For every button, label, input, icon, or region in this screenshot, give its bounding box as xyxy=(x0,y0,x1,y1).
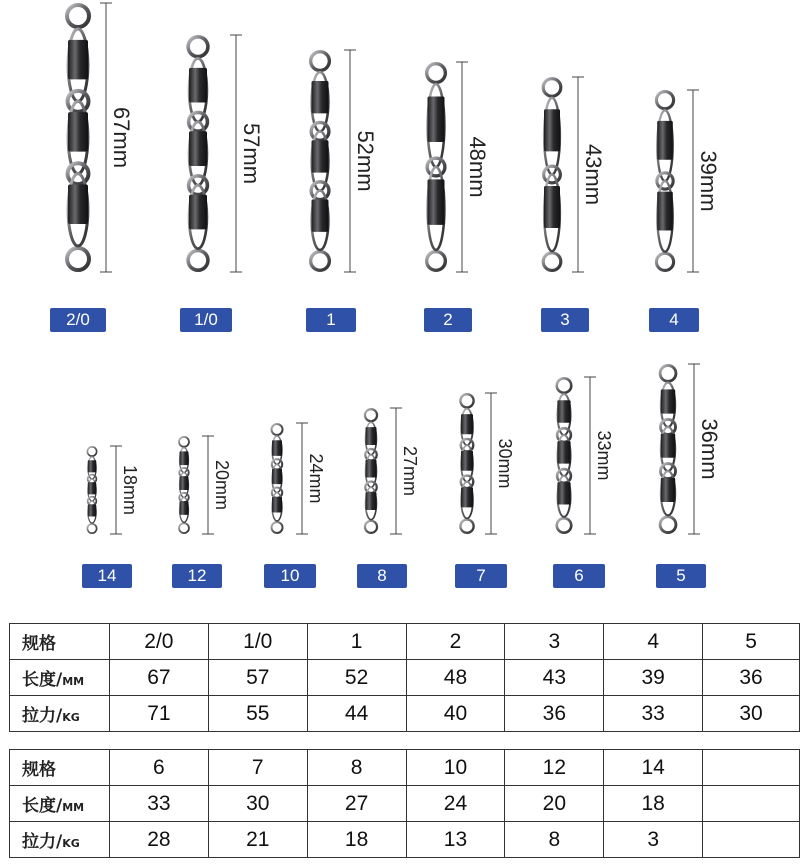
table-cell: 36 xyxy=(703,660,800,696)
swivel-barrel xyxy=(366,492,377,510)
table-cell: 1 xyxy=(307,624,406,660)
table-row xyxy=(10,660,800,696)
table-cell: 8 xyxy=(307,750,406,786)
length-label: 43mm xyxy=(581,143,606,206)
swivel xyxy=(660,365,676,532)
size-badge: 4 xyxy=(649,308,699,332)
swivel xyxy=(179,437,189,533)
swivel-ring xyxy=(557,518,572,533)
size-badge: 5 xyxy=(656,564,706,588)
table-cell: 33 xyxy=(604,696,703,732)
swivel-barrel xyxy=(180,501,189,515)
table-cell: 71 xyxy=(109,696,208,732)
swivel-ring xyxy=(179,437,189,447)
swivel-barrel xyxy=(657,121,673,160)
table-cell: 30 xyxy=(703,696,800,732)
length-label: 39mm xyxy=(696,150,721,212)
size-badge: 2/0 xyxy=(50,308,106,332)
swivel-ring xyxy=(67,5,89,27)
swivel-barrel xyxy=(180,476,189,490)
swivel-ring xyxy=(188,37,208,57)
size-badge: 14 xyxy=(82,564,132,588)
size-badge: 12 xyxy=(172,564,222,588)
length-label: 18mm xyxy=(120,464,140,516)
table-cell: 8 xyxy=(505,822,604,858)
swivel-ring xyxy=(460,520,473,533)
swivel-ring xyxy=(188,250,208,270)
swivel-barrel xyxy=(366,427,377,445)
length-label: 20mm xyxy=(212,459,232,511)
swivel-ring xyxy=(427,64,446,83)
table-cell: 18 xyxy=(604,786,703,822)
swivel-barrel xyxy=(88,460,96,472)
swivel-barrel xyxy=(366,460,377,478)
swivel-barrel xyxy=(68,185,88,224)
swivel-barrel xyxy=(461,451,473,471)
swivel-ring xyxy=(543,79,561,97)
size-badge: 1/0 xyxy=(180,308,232,332)
table-cell: 67 xyxy=(109,660,208,696)
length-label: 57mm xyxy=(239,122,264,185)
length-label: 24mm xyxy=(306,453,326,504)
length-label: 48mm xyxy=(465,136,490,198)
size-badge: 8 xyxy=(357,564,407,588)
row-label-spec: 规格 xyxy=(10,750,110,786)
swivel-ring xyxy=(557,378,572,393)
swivel-barrel xyxy=(189,131,207,166)
swivel-barrel xyxy=(180,451,189,465)
table-cell: 2 xyxy=(406,624,505,660)
swivel-barrel xyxy=(189,195,207,230)
row-label-strength: 拉力/KG xyxy=(10,822,110,858)
table-row xyxy=(10,696,800,732)
swivel-barrel xyxy=(312,200,329,232)
swivel-ring xyxy=(660,365,676,381)
swivel-ring xyxy=(311,52,330,71)
swivel-barrel xyxy=(544,186,560,228)
table-cell: 5 xyxy=(703,624,800,660)
table-cell: 40 xyxy=(406,696,505,732)
swivel-barrel xyxy=(461,414,473,434)
table-cell: 14 xyxy=(604,750,703,786)
table-row xyxy=(10,822,800,858)
row-label-length: 长度/MM xyxy=(10,786,110,822)
table-cell: 3 xyxy=(604,822,703,858)
table-cell: 44 xyxy=(307,696,406,732)
swivel xyxy=(87,447,96,533)
row-label-length: 长度/MM xyxy=(10,660,110,696)
swivel-ring xyxy=(543,253,561,271)
table-cell: 33 xyxy=(109,786,208,822)
swivel xyxy=(188,37,208,270)
swivel-ring xyxy=(660,517,676,533)
size-badge: 10 xyxy=(264,564,316,588)
length-label: 67mm xyxy=(109,106,134,169)
swivel-ring xyxy=(87,524,96,533)
swivel-barrel xyxy=(544,109,560,151)
swivel-barrel xyxy=(461,487,473,507)
swivel-barrel xyxy=(557,441,570,463)
length-label: 27mm xyxy=(400,445,420,497)
swivel xyxy=(656,92,673,271)
swivel-barrel xyxy=(88,504,96,516)
spec-table-bottom xyxy=(9,749,800,858)
swivel xyxy=(365,409,377,533)
table-cell: 27 xyxy=(307,786,406,822)
length-label: 30mm xyxy=(495,438,515,489)
swivel-ring xyxy=(311,252,330,271)
swivel-barrel xyxy=(557,482,570,504)
swivel-ring xyxy=(365,521,377,533)
length-label: 52mm xyxy=(353,130,378,192)
swivel-ring xyxy=(427,252,446,271)
table-cell: 57 xyxy=(208,660,307,696)
row-label-strength: 拉力/KG xyxy=(10,696,110,732)
swivel-ring xyxy=(67,248,89,270)
swivel xyxy=(557,378,572,532)
table-cell: 30 xyxy=(208,786,307,822)
table-cell: 20 xyxy=(505,786,604,822)
swivel-barrel xyxy=(657,192,673,231)
swivel-ring xyxy=(460,394,473,407)
table-cell: 7 xyxy=(208,750,307,786)
table-cell: 18 xyxy=(307,822,406,858)
swivel-barrel xyxy=(68,40,88,79)
table-cell: 55 xyxy=(208,696,307,732)
table-cell: 12 xyxy=(505,750,604,786)
table-cell: 24 xyxy=(406,786,505,822)
swivel xyxy=(427,64,446,271)
table-cell xyxy=(703,750,800,786)
size-badge: 6 xyxy=(553,564,605,588)
row-label-spec: 规格 xyxy=(10,624,110,660)
size-badge: 1 xyxy=(306,308,356,332)
swivel-barrel xyxy=(312,140,329,172)
swivel-ring xyxy=(179,523,189,533)
table-cell xyxy=(703,822,800,858)
swivel-barrel xyxy=(68,112,88,151)
table-row xyxy=(10,624,800,660)
swivel xyxy=(460,394,473,533)
swivel-barrel xyxy=(661,389,675,413)
swivel-ring xyxy=(656,92,673,109)
table-cell: 48 xyxy=(406,660,505,696)
swivel xyxy=(67,5,89,270)
swivel-ring xyxy=(272,522,283,533)
table-cell: 1/0 xyxy=(208,624,307,660)
table-cell: 36 xyxy=(505,696,604,732)
table-cell: 28 xyxy=(109,822,208,858)
table-cell: 4 xyxy=(604,624,703,660)
table-row xyxy=(10,786,800,822)
swivel xyxy=(272,424,283,533)
table-cell: 52 xyxy=(307,660,406,696)
table-cell: 21 xyxy=(208,822,307,858)
size-badge: 2 xyxy=(424,308,472,332)
swivel-barrel xyxy=(189,68,207,103)
length-label: 36mm xyxy=(697,418,722,480)
swivel-barrel xyxy=(661,478,675,502)
swivel-barrel xyxy=(272,469,282,485)
table-cell: 13 xyxy=(406,822,505,858)
table-cell xyxy=(703,786,800,822)
table-cell: 2/0 xyxy=(109,624,208,660)
size-badge: 7 xyxy=(455,564,507,588)
swivel-barrel xyxy=(557,400,570,422)
swivel-barrel xyxy=(272,440,282,456)
table-cell: 43 xyxy=(505,660,604,696)
table-cell: 10 xyxy=(406,750,505,786)
swivel-ring xyxy=(87,447,96,456)
swivel xyxy=(311,52,330,271)
table-cell: 3 xyxy=(505,624,604,660)
swivel-ring xyxy=(656,253,673,270)
swivel-barrel xyxy=(312,81,329,113)
table-cell: 39 xyxy=(604,660,703,696)
table-cell: 6 xyxy=(109,750,208,786)
swivel-barrel xyxy=(428,179,445,224)
swivel-barrel xyxy=(428,97,445,142)
table-row xyxy=(10,750,800,786)
size-badge: 3 xyxy=(541,308,589,332)
swivel-ring xyxy=(272,424,283,435)
swivel-ring xyxy=(365,409,377,421)
swivel-barrel xyxy=(272,497,282,513)
swivel-barrel xyxy=(88,482,96,494)
swivel-barrel xyxy=(661,434,675,458)
spec-table-top xyxy=(9,623,800,732)
swivel xyxy=(543,79,561,271)
length-label: 33mm xyxy=(594,430,614,481)
